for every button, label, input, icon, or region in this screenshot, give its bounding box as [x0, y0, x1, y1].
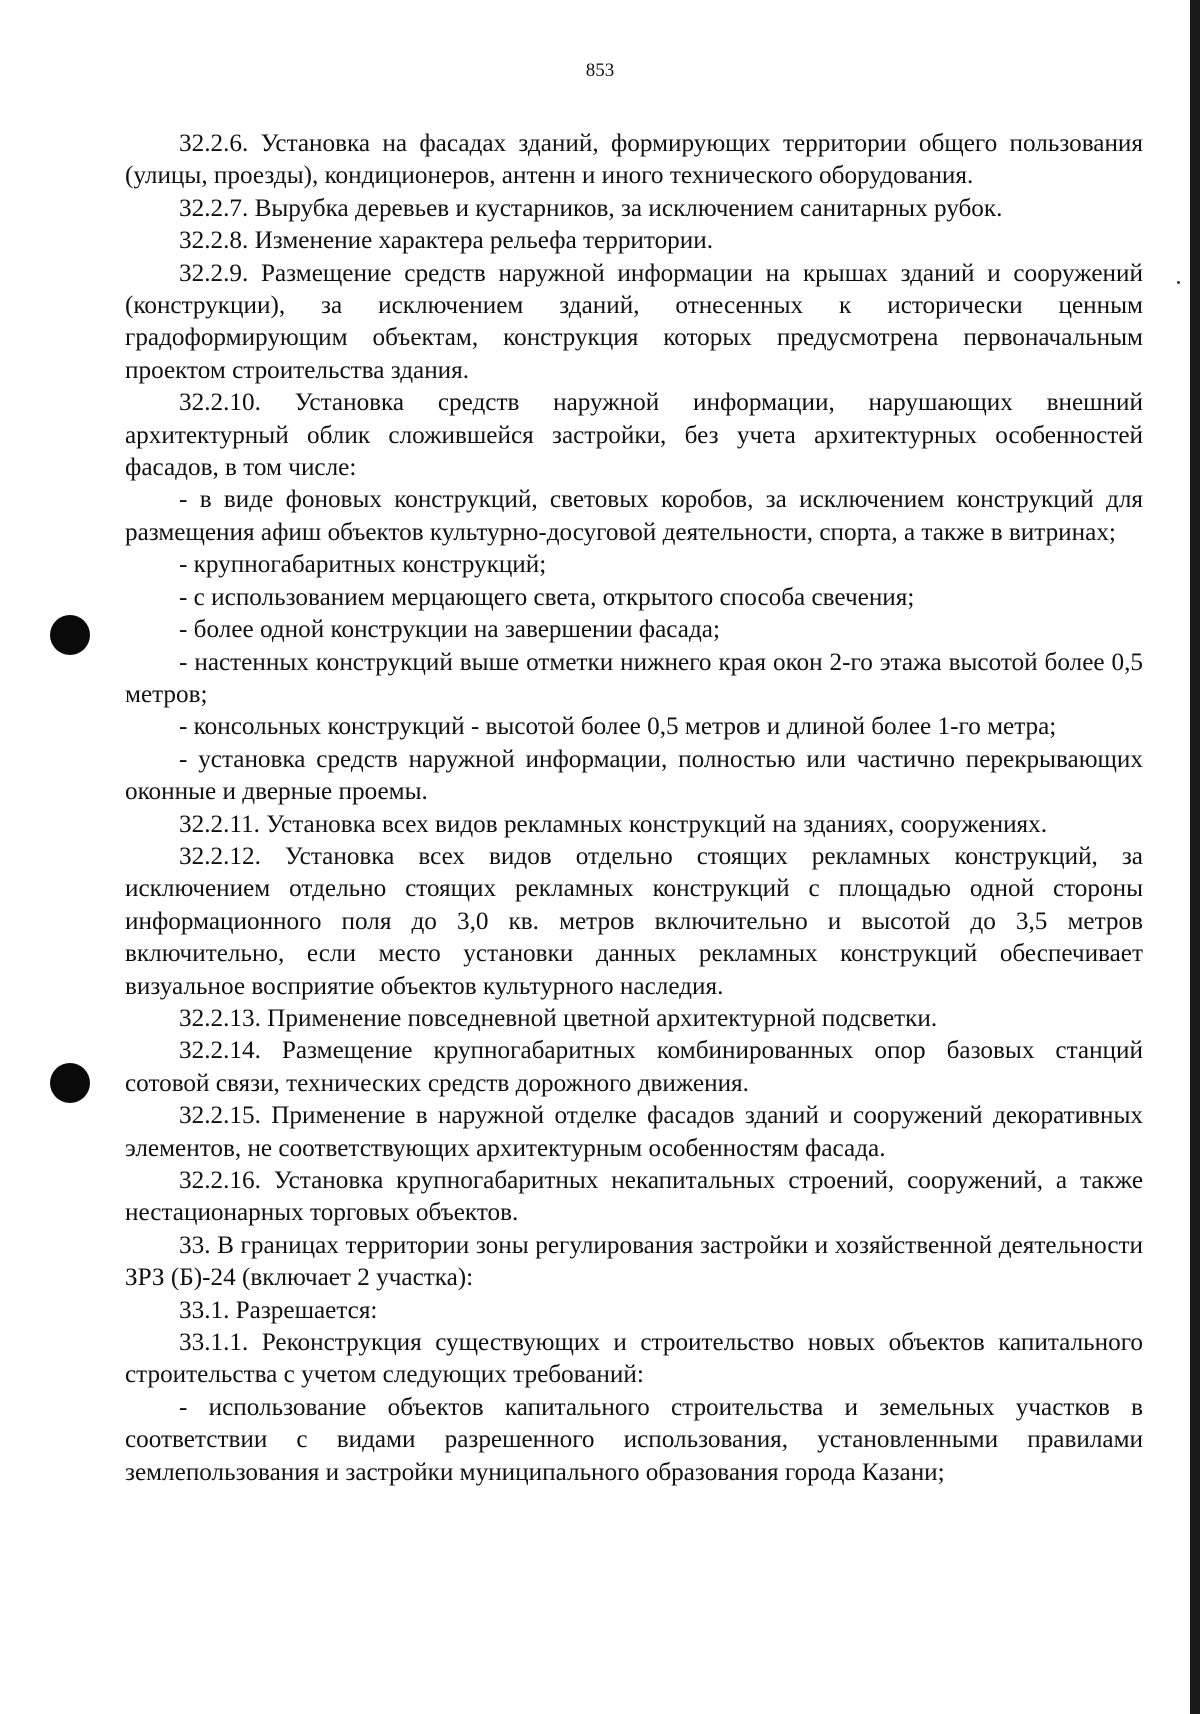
document-body: [125, 128, 1143, 1489]
list-item: - использование объектов капитального строительства и земельных участков в соответствии с видами разрешенного использования, установленными правилами землепользования и застройки муниципального образования города Казани;: [125, 1393, 1143, 1486]
list-item: - консольных конструкций - высотой более 0,5 метров и длиной более 1-го метра;: [179, 713, 1057, 741]
list-item: - установка средств наружной информации, полностью или частично перекрывающих оконные и дверные проемы.: [125, 745, 1143, 806]
paragraph: 32.2.14. Размещение крупногабаритных комбинированных опор базовых станций сотовой связи, технических средств дорожного движения.: [125, 1037, 1143, 1097]
punch-hole-top: [50, 615, 90, 655]
paragraph: 33. В границах территории зоны регулирования застройки и хозяйственной деятельности ЗРЗ (Б)-24 (включает 2 участка):: [125, 1231, 1143, 1292]
page-number: 853: [585, 60, 615, 81]
list-item: - более одной конструкции на завершении фасада;: [179, 616, 720, 644]
punch-hole-bottom: [50, 1063, 90, 1103]
paragraph: 32.2.9. Размещение средств наружной информации на крышах зданий и сооружений (конструкции), за исключением зданий, отнесенных к исторически ценным градоформирующим объектам, конструкция которых предусмотрена первоначальным проектом строительства здания.: [125, 259, 1143, 384]
list-item: - крупногабаритных конструкций;: [179, 551, 547, 579]
paragraph: 32.2.7. Вырубка деревьев и кустарников, за исключением санитарных рубок.: [179, 194, 1003, 222]
paragraph: 32.2.16. Установка крупногабаритных некапитальных строений, сооружений, а также нестационарных торговых объектов.: [125, 1167, 1143, 1227]
paragraph: 32.2.12. Установка всех видов отдельно стоящих рекламных конструкций, за исключением отдельно стоящих рекламных конструкций с площадью одной стороны информационного поля до 3,0 кв. метров включительно и высотой до 3,5 метров включительно, если место установки данных рекламных конструкций обеспечивает визуальное восприятие объектов культурного наследия.: [125, 842, 1143, 1000]
paragraph: 32.2.6. Установка на фасадах зданий, формирующих территории общего пользования (улицы, проезды), кондиционеров, антенн и иного технического оборудования.: [125, 130, 1143, 190]
list-item: - настенных конструкций выше отметки нижнего края окон 2-го этажа высотой более 0,5 метров;: [125, 648, 1143, 708]
paragraph: 32.2.15. Применение в наружной отделке фасадов зданий и сооружений декоративных элементов, не соответствующих архитектурным особенностям фасада.: [125, 1102, 1143, 1162]
paragraph: 33.1. Разрешается:: [179, 1296, 378, 1324]
scan-speck: [1177, 281, 1180, 284]
paragraph: 32.2.13. Применение повседневной цветной архитектурной подсветки.: [179, 1004, 938, 1032]
paragraph: 32.2.8. Изменение характера рельефа территории.: [179, 227, 714, 255]
list-item: - с использованием мерцающего света, открытого способа свечения;: [179, 583, 915, 611]
paragraph: 32.2.11. Установка всех видов рекламных конструкций на зданиях, сооружениях.: [179, 810, 1048, 838]
list-item: - в виде фоновых конструкций, световых коробов, за исключением конструкций для размещения афиш объектов культурно-досуговой деятельности, спорта, а также в витринах;: [125, 486, 1143, 546]
paragraph: 32.2.10. Установка средств наружной информации, нарушающих внешний архитектурный облик сложившейся застройки, без учета архитектурных особенностей фасадов, в том числе:: [125, 389, 1143, 482]
scan-edge: [1190, 0, 1200, 1714]
paragraph: 33.1.1. Реконструкция существующих и строительство новых объектов капитального строительства с учетом следующих требований:: [125, 1329, 1143, 1389]
